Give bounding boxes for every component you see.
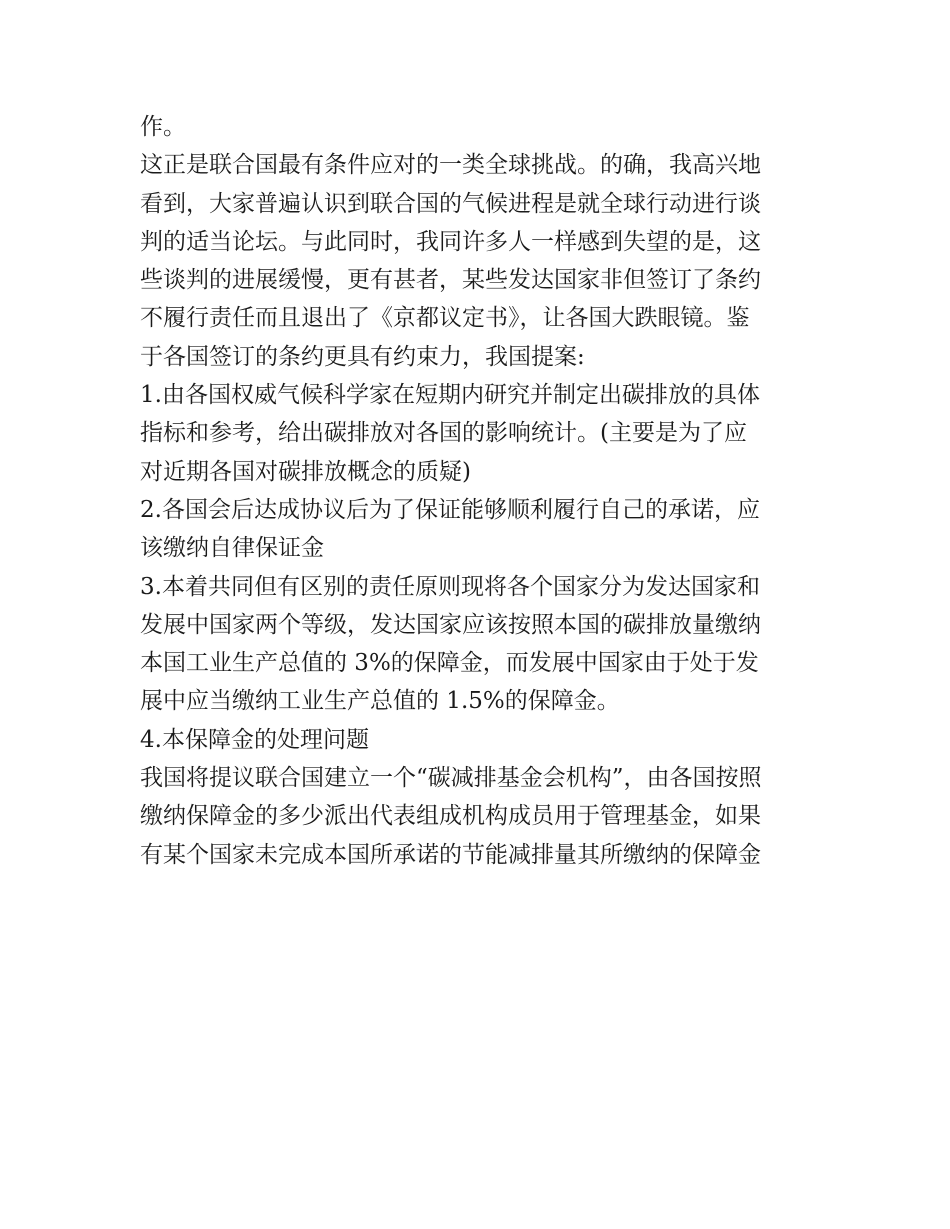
- list-item-1-line: 对近期各国对碳排放概念的质疑): [140, 458, 471, 485]
- list-item-3-line: 发展中国家两个等级，发达国家应该按照本国的碳排放量缴纳: [140, 611, 761, 638]
- list-item-3-line: 本国工业生产总值的 3%的保障金，而发展中国家由于处于发: [140, 650, 759, 677]
- text-line: 些谈判的进展缓慢，更有甚者，某些发达国家非但签订了条约: [140, 267, 761, 294]
- text-line: 不履行责任而且退出了《京都议定书》，让各国大跌眼镜。鉴: [140, 305, 750, 332]
- text-line: 看到，大家普遍认识到联合国的气候进程是就全球行动进行谈: [140, 190, 761, 217]
- text-line: 判的适当论坛。与此同时，我同许多人一样感到失望的是，这: [140, 228, 761, 255]
- list-item-1-line: 指标和参考，给出碳排放对各国的影响统计。(主要是为了应: [140, 420, 747, 447]
- list-item-2-line: 2.各国会后达成协议后为了保证能够顺利履行自己的承诺，应: [140, 496, 760, 523]
- list-item-4-line: 4.本保障金的处理问题: [140, 726, 369, 753]
- text-line: 于各国签订的条约更具有约束力，我国提案:: [140, 343, 585, 370]
- list-item-3-line: 3.本着共同但有区别的责任原则现将各个国家分为发达国家和: [140, 573, 760, 600]
- list-item-2-line: 该缴纳自律保证金: [140, 535, 324, 562]
- list-item-1-line: 1.由各国权威气候科学家在短期内研究并制定出碳排放的具体: [140, 382, 760, 409]
- text-line: 我国将提议联合国建立一个“碳减排基金会机构”，由各国按照: [140, 765, 762, 792]
- body-text: [140, 108, 820, 874]
- text-line: 有某个国家未完成本国所承诺的节能减排量其所缴纳的保障金: [140, 841, 761, 868]
- text-line: 作。: [140, 114, 186, 140]
- text-line: 缴纳保障金的多少派出代表组成机构成员用于管理基金，如果: [140, 803, 761, 830]
- text-line: 这正是联合国最有条件应对的一类全球挑战。的确，我高兴地: [140, 152, 761, 179]
- list-item-3-line: 展中应当缴纳工业生产总值的 1.5%的保障金。: [140, 688, 620, 715]
